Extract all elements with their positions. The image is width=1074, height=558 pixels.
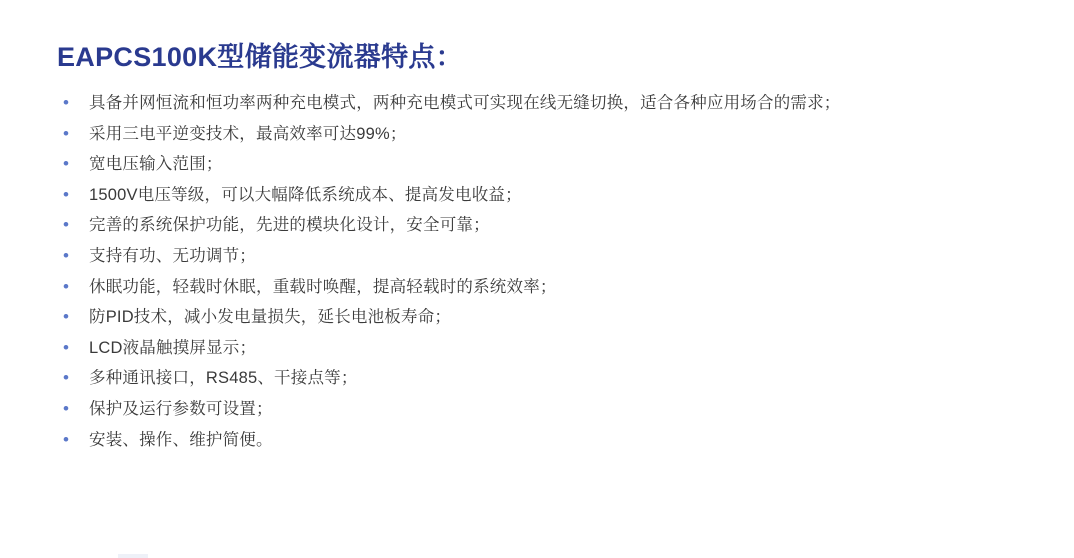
list-item: [57, 153, 1017, 175]
list-item: [57, 429, 1017, 451]
list-item-label: 1500V电压等级，可以大幅降低系统成本、提高发电收益；: [89, 185, 522, 204]
list-item: [57, 245, 1017, 267]
feature-list: [57, 92, 1017, 459]
bullet-marker-icon: •: [63, 337, 69, 357]
bullet-marker-icon: •: [63, 215, 69, 235]
list-item: [57, 306, 1017, 328]
list-item: [57, 123, 1017, 145]
list-item: [57, 398, 1017, 420]
bullet-marker-icon: •: [63, 429, 69, 449]
bullet-marker-icon: •: [63, 245, 69, 265]
list-item: [57, 337, 1017, 359]
bullet-marker-icon: •: [63, 398, 69, 418]
list-item-label: 完善的系统保护功能，先进的模块化设计，安全可靠；: [89, 216, 490, 235]
list-item-label: 具备并网恒流和恒功率两种充电模式，两种充电模式可实现在线无缝切换，适合各种应用场合的需求；: [89, 94, 841, 112]
list-item: [57, 184, 1017, 206]
list-item: [57, 214, 1017, 236]
list-item-label: 支持有功、无功调节；: [89, 246, 256, 265]
footer-decoration: [118, 554, 148, 558]
list-item-label: 休眠功能，轻载时休眠，重载时唤醒，提高轻载时的系统效率；: [89, 277, 557, 296]
list-item: [57, 276, 1017, 298]
list-item-label: 采用三电平逆变技术，最高效率可达99%；: [89, 124, 407, 143]
bullet-marker-icon: •: [63, 93, 69, 112]
bullet-marker-icon: •: [63, 154, 69, 174]
list-item: [57, 92, 1017, 114]
bullet-marker-icon: •: [63, 276, 69, 296]
list-item-label: LCD液晶触摸屏显示；: [89, 338, 257, 357]
bullet-marker-icon: •: [63, 123, 69, 143]
bullet-marker-icon: •: [63, 184, 69, 204]
list-item-label: 安装、操作、维护简便。: [89, 430, 273, 449]
list-item-label: 保护及运行参数可设置；: [89, 399, 273, 418]
bullet-marker-icon: •: [63, 368, 69, 388]
list-item-label: 多种通讯接口，RS485、干接点等；: [89, 369, 358, 388]
list-item-label: 防PID技术，减小发电量损失，延长电池板寿命；: [89, 308, 452, 327]
list-item-label: 宽电压输入范围；: [89, 155, 223, 174]
page-title: EAPCS100K型储能变流器特点：: [57, 42, 463, 72]
list-item: [57, 367, 1017, 389]
bullet-marker-icon: •: [63, 307, 69, 327]
